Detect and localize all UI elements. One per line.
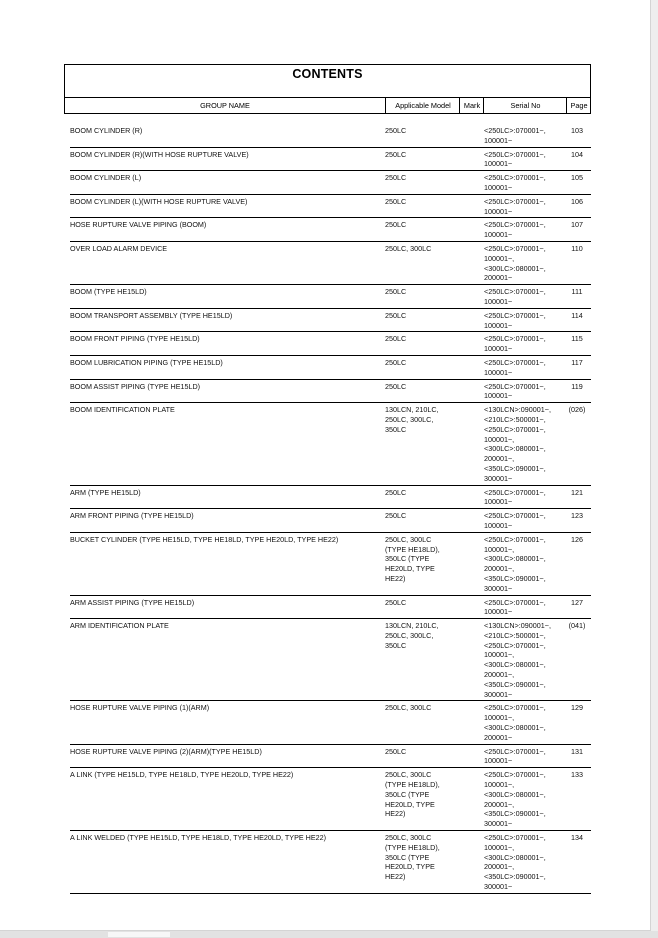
page-number-cell: 131	[571, 746, 583, 756]
page-number-cell: 105	[571, 173, 583, 183]
table-row	[70, 171, 591, 195]
column-header-group-name: GROUP NAME	[200, 101, 250, 110]
serial-no-cell: <250LC>:070001~, 100001~, <300LC>:080001~, 200001~, <350LC>:090001~, 300001~	[484, 534, 546, 593]
applicable-model-cell: 250LC, 300LC (TYPE HE18LD), 350LC (TYPE HE20LD, TYPE HE22)	[385, 770, 440, 819]
serial-no-cell: <250LC>:070001~, 100001~	[484, 287, 546, 306]
table-row	[70, 831, 591, 894]
column-header-page: Page	[566, 98, 591, 113]
applicable-model-cell: 250LC	[385, 597, 407, 607]
applicable-model-cell: 250LC, 300LC	[385, 703, 432, 713]
group-name-cell: BUCKET CYLINDER (TYPE HE15LD, TYPE HE18LD, TYPE HE20LD, TYPE HE22)	[70, 534, 339, 544]
page-number-cell: 103	[571, 126, 583, 135]
group-name-cell: BOOM TRANSPORT ASSEMBLY (TYPE HE15LD)	[70, 310, 233, 320]
applicable-model-cell: 130LCN, 210LC, 250LC, 300LC, 350LC	[385, 405, 439, 434]
group-name-cell: BOOM CYLINDER (L)	[70, 173, 142, 183]
serial-no-cell: <250LC>:070001~, 100001~	[484, 334, 546, 354]
scrollbar-thumb[interactable]	[108, 932, 170, 937]
table-row	[70, 745, 591, 769]
serial-no-cell: <250LC>:070001~, 100001~	[484, 357, 546, 377]
serial-no-cell: <250LC>:070001~, 100001~	[484, 196, 546, 216]
serial-no-cell: <250LC>:070001~, 100001~	[484, 597, 546, 617]
applicable-model-cell: 130LCN, 210LC, 250LC, 300LC, 350LC	[385, 621, 439, 650]
page-number-cell: 121	[571, 487, 583, 497]
serial-no-cell: <130LCN>:090001~, <210LC>:500001~, <250LC>:070001~, 100001~, <300LC>:080001~, 200001~, <350LC>:090001~, 300001~	[484, 405, 551, 483]
table-row	[70, 195, 591, 219]
serial-no-cell: <250LC>:070001~, 100001~, <300LC>:080001~, 200001~, <350LC>:090001~, 300001~	[484, 770, 546, 829]
applicable-model-cell: 250LC	[385, 220, 407, 230]
group-name-cell: HOSE RUPTURE VALVE PIPING (BOOM)	[70, 220, 207, 230]
group-name-cell: ARM FRONT PIPING (TYPE HE15LD)	[70, 511, 194, 521]
page-number-cell: 126	[571, 534, 583, 544]
applicable-model-cell: 250LC	[385, 196, 407, 206]
table-row	[70, 509, 591, 533]
table-row	[70, 242, 591, 285]
group-name-cell: BOOM ASSIST PIPING (TYPE HE15LD)	[70, 381, 201, 391]
group-name-cell: A LINK WELDED (TYPE HE15LD, TYPE HE18LD, TYPE HE20LD, TYPE HE22)	[70, 833, 327, 843]
table-row	[70, 619, 591, 701]
group-name-cell: ARM (TYPE HE15LD)	[70, 487, 141, 497]
page-number-cell: 106	[571, 196, 583, 206]
page-number-cell: 111	[571, 287, 583, 297]
page-number-cell: (026)	[568, 405, 586, 415]
group-name-cell: ARM ASSIST PIPING (TYPE HE15LD)	[70, 597, 195, 607]
table-row	[70, 533, 591, 596]
group-name-cell: BOOM CYLINDER (L)(WITH HOSE RUPTURE VALVE)	[70, 196, 248, 206]
page-number-cell: 107	[571, 220, 583, 230]
applicable-model-cell: 250LC, 300LC (TYPE HE18LD), 350LC (TYPE HE20LD, TYPE HE22)	[385, 534, 440, 583]
serial-no-cell: <250LC>:070001~, 100001~, <300LC>:080001~, 200001~	[484, 703, 546, 742]
page-number-cell: 134	[571, 833, 583, 843]
applicable-model-cell: 250LC	[385, 357, 407, 367]
table-row	[70, 403, 591, 485]
page-number-cell: 123	[571, 511, 583, 521]
serial-no-cell: <250LC>:070001~, 100001~	[484, 310, 546, 330]
applicable-model-cell: 250LC	[385, 310, 407, 320]
group-name-cell: ARM IDENTIFICATION PLATE	[70, 621, 169, 631]
table-row	[70, 124, 591, 148]
table-row	[70, 285, 591, 309]
table-row	[70, 332, 591, 356]
group-name-cell: BOOM CYLINDER (R)(WITH HOSE RUPTURE VALVE)	[70, 149, 249, 159]
table-row	[70, 148, 591, 172]
horizontal-scrollbar[interactable]	[0, 931, 658, 938]
serial-no-cell: <250LC>:070001~, 100001~	[484, 173, 546, 192]
table-row	[70, 380, 591, 404]
applicable-model-cell: 250LC	[385, 126, 407, 135]
column-header-mark: Mark	[459, 98, 484, 113]
page-number-cell: 117	[571, 357, 583, 367]
column-header-applicable-model: Applicable Model	[385, 98, 460, 113]
contents-table-body	[70, 124, 591, 894]
group-name-cell: BOOM LUBRICATION PIPING (TYPE HE15LD)	[70, 357, 223, 367]
page-number-cell: 110	[571, 243, 583, 253]
page-number-cell: 114	[571, 310, 583, 320]
serial-no-cell: <250LC>:070001~, 100001~	[484, 746, 546, 766]
page-number-cell: 133	[571, 770, 583, 780]
applicable-model-cell: 250LC	[385, 149, 407, 159]
table-row	[70, 218, 591, 242]
group-name-cell: BOOM FRONT PIPING (TYPE HE15LD)	[70, 334, 200, 344]
serial-no-cell: <250LC>:070001~, 100001~	[484, 381, 546, 401]
applicable-model-cell: 250LC	[385, 173, 407, 183]
applicable-model-cell: 250LC, 300LC (TYPE HE18LD), 350LC (TYPE HE20LD, TYPE HE22)	[385, 833, 440, 882]
page-number-cell: 119	[571, 381, 583, 391]
page-title: CONTENTS	[292, 67, 363, 81]
serial-no-cell: <130LCN>:090001~, <210LC>:500001~, <250LC>:070001~, 100001~, <300LC>:080001~, 200001~, <350LC>:090001~, 300001~	[484, 621, 551, 699]
group-name-cell: HOSE RUPTURE VALVE PIPING (1)(ARM)	[70, 703, 210, 713]
applicable-model-cell: 250LC	[385, 746, 407, 756]
applicable-model-cell: 250LC	[385, 511, 407, 521]
table-row	[70, 768, 591, 831]
applicable-model-cell: 250LC	[385, 334, 407, 344]
page-number-cell: 115	[571, 334, 583, 344]
applicable-model-cell: 250LC	[385, 287, 407, 297]
page-number-cell: 104	[571, 149, 583, 159]
table-row	[70, 596, 591, 620]
group-name-cell: BOOM (TYPE HE15LD)	[70, 287, 147, 297]
table-row	[70, 701, 591, 744]
serial-no-cell: <250LC>:070001~, 100001~	[484, 220, 546, 240]
table-header	[64, 97, 591, 114]
contents-title-box	[64, 64, 591, 97]
serial-no-cell: <250LC>:070001~, 100001~	[484, 511, 546, 530]
serial-no-cell: <250LC>:070001~, 100001~, <300LC>:080001~, 200001~	[484, 243, 546, 283]
applicable-model-cell: 250LC	[385, 487, 407, 497]
serial-no-cell: <250LC>:070001~, 100001~	[484, 149, 546, 169]
applicable-model-cell: 250LC	[385, 381, 407, 391]
group-name-cell: HOSE RUPTURE VALVE PIPING (2)(ARM)(TYPE HE15LD)	[70, 746, 262, 756]
serial-no-cell: <250LC>:070001~, 100001~	[484, 487, 546, 507]
serial-no-cell: <250LC>:070001~, 100001~, <300LC>:080001~, 200001~, <350LC>:090001~, 300001~	[484, 833, 546, 892]
group-name-cell: OVER LOAD ALARM DEVICE	[70, 243, 168, 253]
group-name-cell: A LINK (TYPE HE15LD, TYPE HE18LD, TYPE HE20LD, TYPE HE22)	[70, 770, 294, 780]
serial-no-cell: <250LC>:070001~, 100001~	[484, 126, 546, 145]
column-header-serial-no: Serial No	[483, 98, 567, 113]
applicable-model-cell: 250LC, 300LC	[385, 243, 432, 253]
page-number-cell: 129	[571, 703, 583, 713]
group-name-cell: BOOM IDENTIFICATION PLATE	[70, 405, 175, 415]
page-number-cell: 127	[571, 597, 583, 607]
group-name-cell: BOOM CYLINDER (R)	[70, 126, 143, 135]
table-row	[70, 486, 591, 510]
table-row	[70, 356, 591, 380]
table-row	[70, 309, 591, 333]
page-number-cell: (041)	[568, 621, 586, 631]
